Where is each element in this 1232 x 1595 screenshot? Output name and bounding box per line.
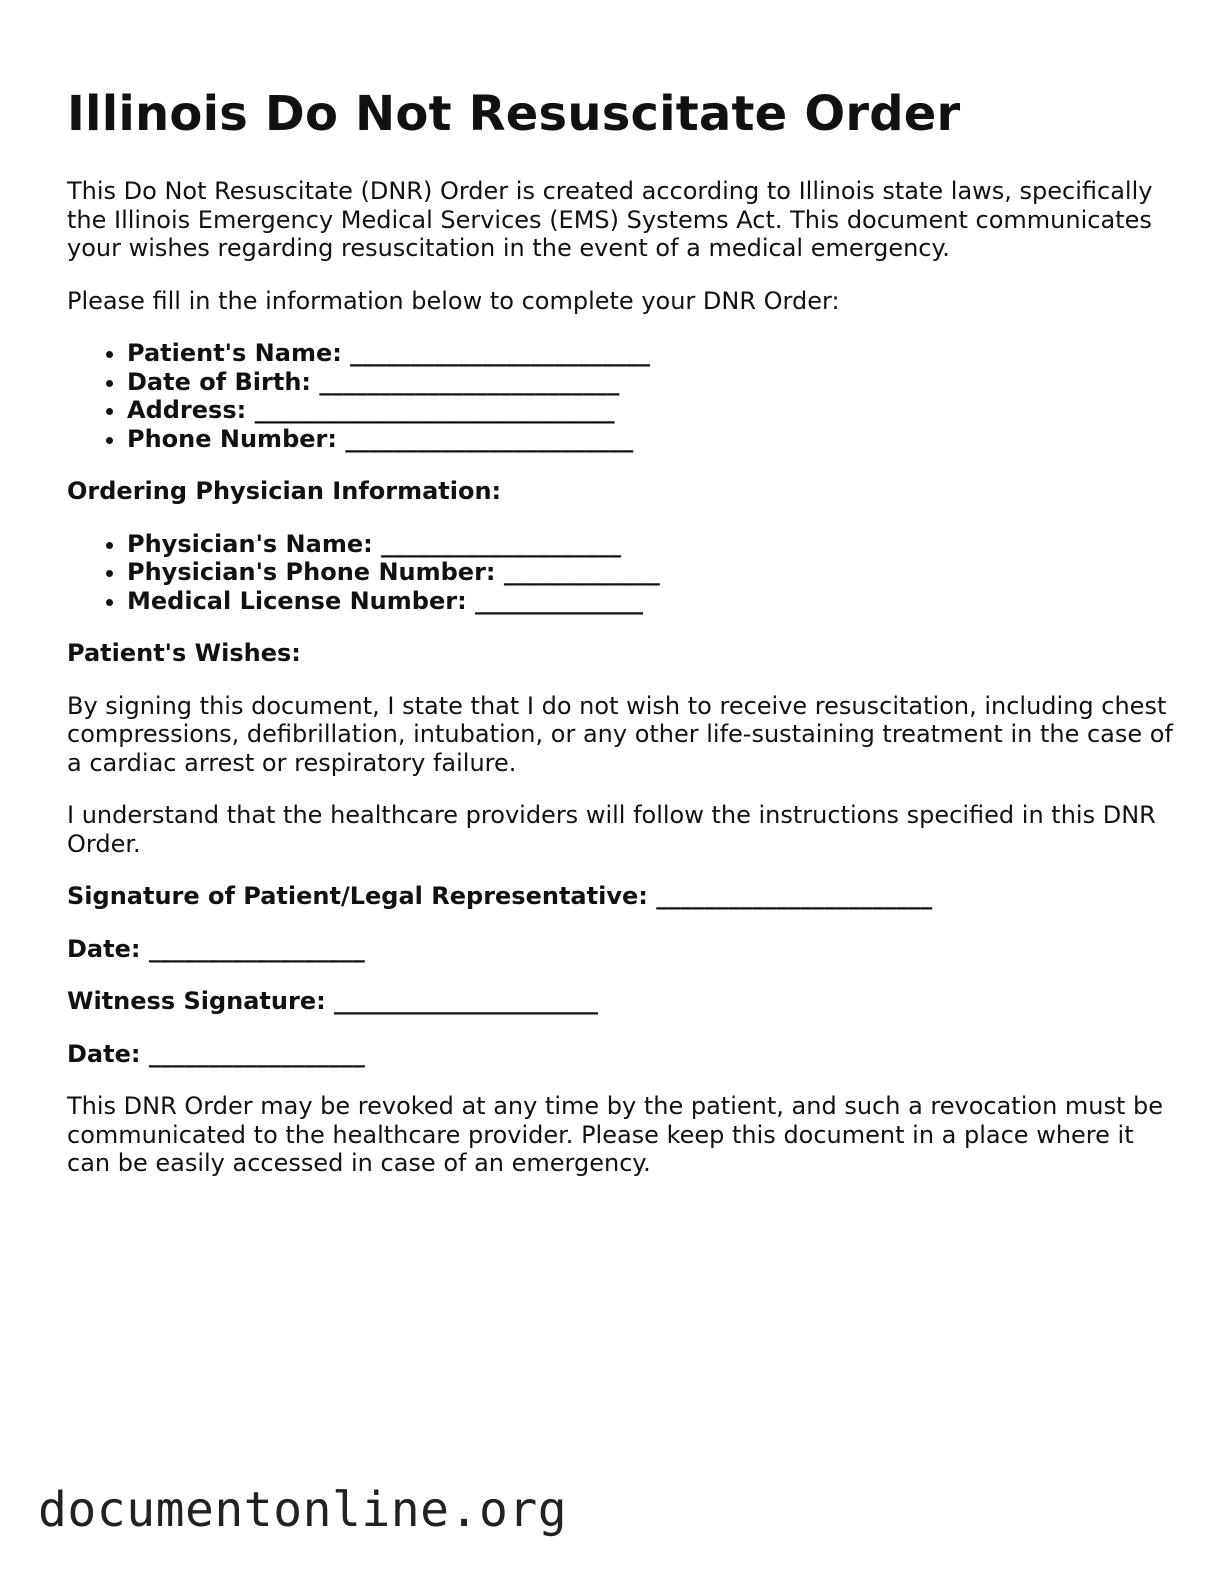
understanding-paragraph: I understand that the healthcare providers will follow the instructions specified in this DNR Order. [67,801,1156,858]
witness-signature-line: Witness Signature: ______________________ [67,987,599,1015]
watermark: documentonline.org [38,1482,568,1538]
medical-license-field: • Medical License Number: ______________ [127,587,1177,616]
instructions-paragraph: Please fill in the information below to complete your DNR Order: [67,286,840,315]
intro-paragraph: This Do Not Resuscitate (DNR) Order is created according to Illinois state laws, specifically the Illinois Emergency Medical Services (EMS) Systems Act. This document communicates your wishes regarding resuscitation in the event of a medical emergency. [67,177,1153,262]
physician-name-field: • Physician's Name: ____________________ [127,530,1177,559]
physician-phone-field: • Physician's Phone Number: _____________ [127,558,1177,587]
patient-signature-line: Signature of Patient/Legal Representative: _______________________ [67,882,933,910]
patient-date-line: Date: __________________ [67,934,365,963]
wishes-heading: Patient's Wishes: [67,639,301,667]
witness-date-line: Date: __________________ [67,1039,365,1068]
phone-number-field: • Phone Number: ________________________ [127,425,1177,454]
address-field: • Address: ______________________________ [127,396,1177,425]
patient-name-field: • Patient's Name: _________________________ [127,339,1177,368]
revocation-paragraph: This DNR Order may be revoked at any time by the patient, and such a revocation must be communicated to the healthcare provider. Please keep this document in a place where it can be easily accessed in case of an emergency. [67,1092,1164,1177]
document-page [67,84,1177,1202]
page-title: Illinois Do Not Resuscitate Order [67,86,961,142]
physician-fields-list [67,530,1177,616]
wishes-paragraph: By signing this document, I state that I do not wish to receive resuscitation, including chest compressions, defibrillation, intubation, or any other life-sustaining treatment in the case of a cardiac arrest or respiratory failure. [67,691,1173,777]
date-of-birth-field: • Date of Birth: _________________________ [127,368,1177,397]
physician-heading: Ordering Physician Information: [67,477,502,505]
patient-fields-list [67,339,1177,453]
